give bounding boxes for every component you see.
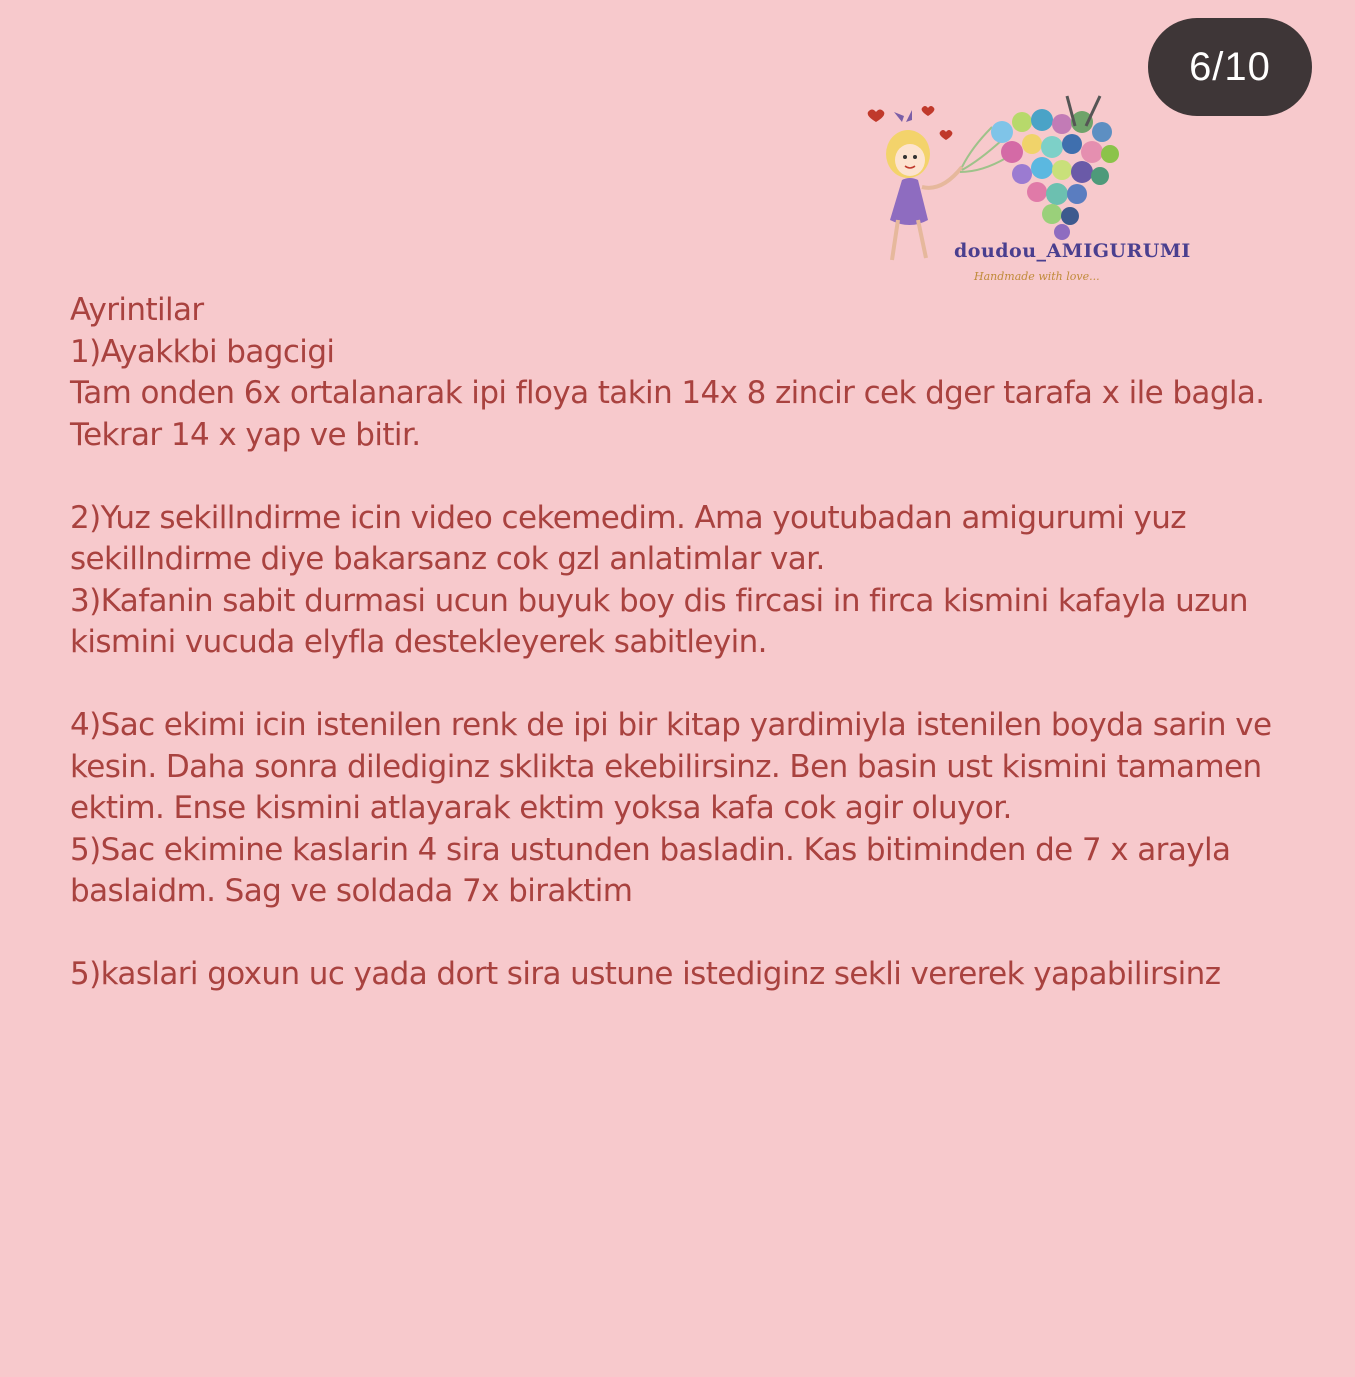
logo-tagline: Handmade with love... [974,270,1100,283]
text-line: 3)Kafanin sabit durmasi ucun buyuk boy dis fircasi in firca kismini kafayla uzun [70,582,1248,619]
text-line: ektim. Ense kismini atlayarak ektim yoksa kafa cok agir oluyor. [70,790,1012,826]
text-line: Tekrar 14 x yap ve bitir. [70,416,421,453]
instructions-text [70,290,1345,996]
text-line: kismini vucuda elyfla destekleyerek sabitleyin. [70,624,767,660]
text-line: kesin. Daha sonra dilediginz sklikta ekebilirsinz. Ben basin ust kismini tamamen [70,748,1262,785]
text-line: 5)kaslari goxun uc yada dort sira ustune istediginz sekli vererek yapabilirsinz [70,956,1221,992]
text-line: sekillndirme diye bakarsanz cok gzl anlatimlar var. [70,541,825,577]
blank-line [70,664,1345,706]
logo-brand-name: doudou_AMIGURUMI [954,240,1191,262]
blank-line [70,913,1345,955]
logo-illustration [862,92,1172,292]
text-line: 5)Sac ekimine kaslarin 4 sira ustunden basladin. Kas bitiminden de 7 x arayla [70,831,1231,868]
slide-counter-badge: 6/10 [1148,18,1312,116]
heading-details: Ayrintilar [70,292,204,328]
text-line: 1)Ayakkbi bagcigi [70,333,335,370]
blank-line [70,456,1345,498]
brand-logo [862,92,1191,292]
text-line: Tam onden 6x ortalanarak ipi floya takin 14x 8 zincir cek dger tarafa x ile bagla. [70,375,1265,411]
text-line: 4)Sac ekimi icin istenilen renk de ipi bir kitap yardimiyla istenilen boyda sarin ve [70,707,1272,743]
yarn-heart-icon [991,96,1119,240]
text-line: 2)Yuz sekillndirme icin video cekemedim. Ama youtubadan amigurumi yuz [70,499,1186,536]
text-line: baslaidm. Sag ve soldada 7x biraktim [70,873,633,909]
